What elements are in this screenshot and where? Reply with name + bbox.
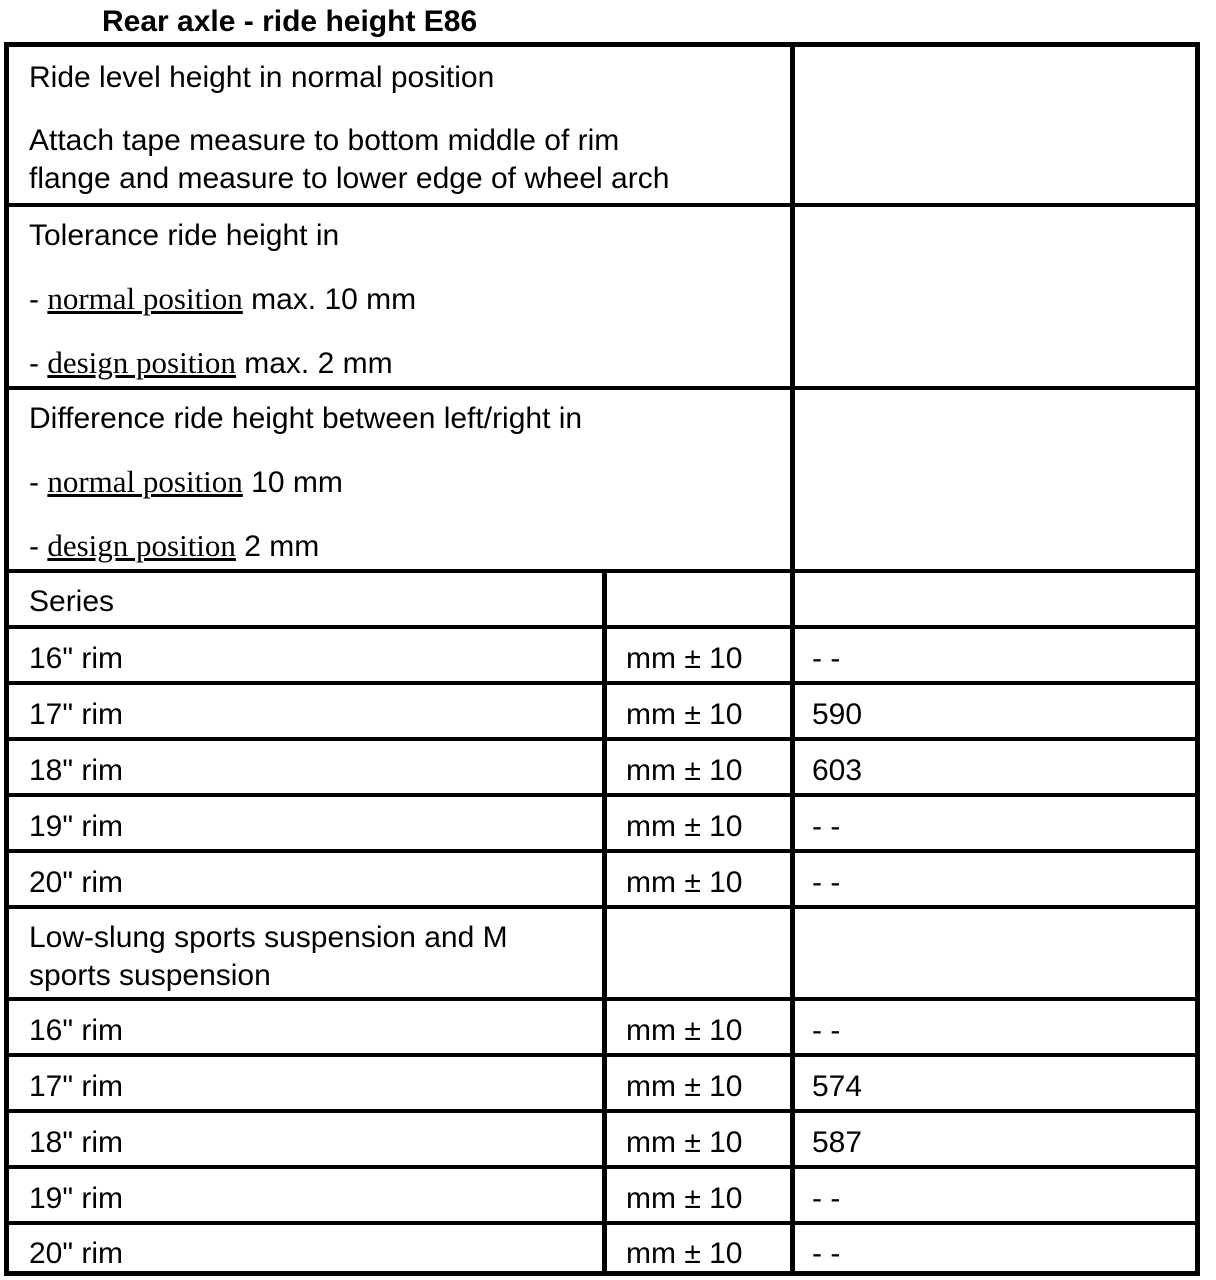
table-row (9, 1113, 1195, 1169)
ride-height-value: 574 (812, 1070, 863, 1103)
tolerance-heading: Tolerance ride height in (29, 219, 340, 252)
column-divider (602, 1001, 607, 1053)
difference-text (29, 400, 582, 569)
column-divider (790, 685, 795, 737)
tolerance-design: - design position max. 2 mm (29, 345, 393, 380)
rim-size: 16" rim (29, 1014, 123, 1047)
ride-height-value: - - (812, 1237, 841, 1270)
ride-level-text (29, 59, 669, 203)
tolerance-normal: - normal position max. 10 mm (29, 281, 417, 316)
table-row (9, 629, 1195, 685)
column-divider (602, 1113, 607, 1165)
unit-tolerance: mm ± 10 (626, 1070, 743, 1103)
column-divider (602, 797, 607, 849)
table-row (9, 685, 1195, 741)
column-divider (790, 1113, 795, 1165)
column-divider (790, 1001, 795, 1053)
tolerance-text (29, 217, 416, 386)
unit-tolerance: mm ± 10 (626, 1182, 743, 1215)
unit-tolerance: mm ± 10 (626, 1237, 743, 1270)
design-position-term: design position (47, 345, 236, 380)
column-divider (790, 741, 795, 793)
column-divider (790, 390, 795, 569)
table-row (9, 853, 1195, 909)
table-row (9, 1225, 1195, 1271)
rim-size: 18" rim (29, 1126, 123, 1159)
rim-size: 20" rim (29, 866, 123, 899)
table-row (9, 797, 1195, 853)
table-row (9, 741, 1195, 797)
sports-heading-line-1: Low-slung sports suspension and M (29, 921, 508, 954)
ride-height-value: 590 (812, 698, 863, 731)
instruction-line-2: flange and measure to lower edge of wheel arch (29, 162, 670, 195)
column-divider (790, 573, 795, 625)
ride-height-value: - - (812, 1182, 841, 1215)
column-divider (602, 685, 607, 737)
difference-heading: Difference ride height between left/right in (29, 402, 583, 435)
rim-size: 20" rim (29, 1237, 123, 1270)
ride-height-value: - - (812, 866, 841, 899)
rim-size: 17" rim (29, 1070, 123, 1103)
series-heading: Series (29, 585, 115, 618)
column-divider (790, 1057, 795, 1109)
rim-size: 18" rim (29, 754, 123, 787)
sports-header-row (9, 909, 1195, 1001)
normal-position-term: normal position (47, 281, 243, 316)
rim-size: 16" rim (29, 642, 123, 675)
column-divider (602, 853, 607, 905)
table-row (9, 1169, 1195, 1225)
rim-size: 19" rim (29, 1182, 123, 1215)
column-divider (602, 741, 607, 793)
rim-size: 17" rim (29, 698, 123, 731)
column-divider (602, 573, 607, 625)
difference-design: - design position 2 mm (29, 528, 320, 563)
ride-height-value: - - (812, 642, 841, 675)
column-divider (790, 1225, 795, 1271)
block-ride-level (9, 47, 1195, 207)
ride-height-value: - - (812, 1014, 841, 1047)
unit-tolerance: mm ± 10 (626, 1126, 743, 1159)
rim-size: 19" rim (29, 810, 123, 843)
unit-tolerance: mm ± 10 (626, 698, 743, 731)
column-divider (602, 1225, 607, 1271)
column-divider (790, 797, 795, 849)
series-header-row (9, 573, 1195, 629)
ride-height-value: 603 (812, 754, 863, 787)
instruction-line-1: Attach tape measure to bottom middle of rim (29, 124, 620, 157)
sports-heading (29, 919, 508, 997)
column-divider (602, 909, 607, 997)
ride-height-value: 587 (812, 1126, 863, 1159)
column-divider (790, 629, 795, 681)
column-divider (790, 1169, 795, 1221)
column-divider (790, 47, 795, 203)
column-divider (790, 909, 795, 997)
block-tolerance (9, 207, 1195, 390)
unit-tolerance: mm ± 10 (626, 1014, 743, 1047)
design-position-term: design position (47, 528, 236, 563)
ride-height-value: - - (812, 810, 841, 843)
column-divider (790, 853, 795, 905)
ride-height-table (4, 42, 1200, 1276)
column-divider (790, 207, 795, 386)
column-divider (602, 629, 607, 681)
block-difference (9, 390, 1195, 573)
sports-heading-line-2: sports suspension (29, 959, 271, 992)
ride-level-line: Ride level height in normal position (29, 61, 495, 94)
column-divider (602, 1057, 607, 1109)
unit-tolerance: mm ± 10 (626, 866, 743, 899)
unit-tolerance: mm ± 10 (626, 754, 743, 787)
table-row (9, 1057, 1195, 1113)
unit-tolerance: mm ± 10 (626, 810, 743, 843)
column-divider (602, 1169, 607, 1221)
table-row (9, 1001, 1195, 1057)
unit-tolerance: mm ± 10 (626, 642, 743, 675)
normal-position-term: normal position (47, 464, 243, 499)
page-title: Rear axle - ride height E86 (102, 5, 478, 38)
difference-normal: - normal position 10 mm (29, 464, 343, 499)
